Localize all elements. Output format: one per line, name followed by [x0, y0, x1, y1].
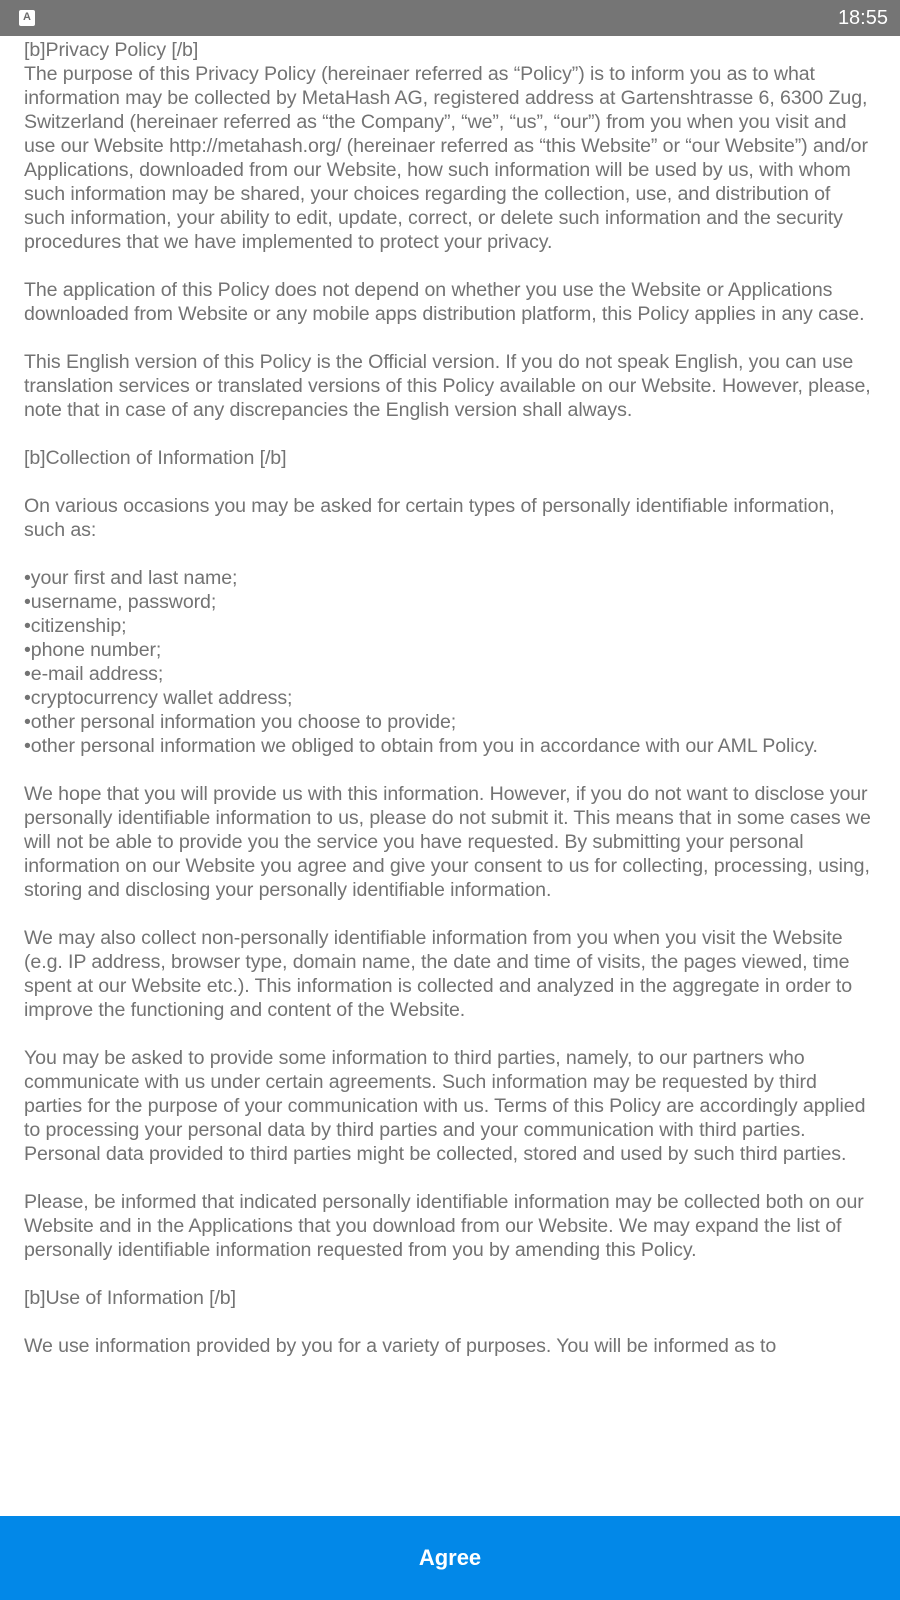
- list-item: • citizenship;: [24, 614, 876, 638]
- policy-third-parties-paragraph: You may be asked to provide some information to third parties, namely, to our partners who communicate with us under certain agreements. Such information may be requested by third parties for the purpose of your communication with us. Terms of this Policy are accordingly applied to processing your personal data by third parties and your communication with third parties. Personal data provided to third parties might be collected, stored and used by such third parties.: [24, 1047, 866, 1165]
- policy-title: [b]Privacy Policy [/b]: [24, 39, 199, 61]
- status-time: 18:55: [837, 7, 888, 29]
- list-item: • other personal information you choose to provide;: [24, 710, 876, 734]
- policy-official-version-paragraph: This English version of this Policy is the Official version. If you do not speak English, you can use translation services or translated versions of this Policy available on our Website. However, please, note that in case of any discrepancies the English version shall always.: [24, 351, 871, 421]
- app-notification-icon: A: [19, 10, 35, 26]
- agree-button[interactable]: Agree: [0, 1516, 900, 1600]
- status-bar: [0, 0, 900, 36]
- list-item: • username, password;: [24, 590, 876, 614]
- policy-intro-paragraph: The purpose of this Privacy Policy (hereinaer referred as “Policy”) is to inform you as to what information may be collected by MetaHash AG, registered address at Gartenshtrasse 6, 6300 Zug, Switzerland (hereinaer referred as “the Company”, “we”, “us”, “our”) from you when you visit and use our Website http://metahash.org/ (hereinaer referred as “this Website” or “our Website”) and/or Applications, downloaded from our Website, how such information will be used by us, with whom such information may be shared, your choices regarding the collection, use, and distribution of such information, your ability to edit, update, correct, or delete such information and the security procedures that we have implemented to protect your privacy.: [24, 63, 868, 253]
- policy-hope-paragraph: We hope that you will provide us with this information. However, if you do not want to disclose your personally identifiable information to us, please do not submit it. This means that in some cases we will not be able to provide you the service you have requested. By submitting your personal information on our Website you agree and give your consent to us for collecting, processing, using, storing and disclosing your personally identifiable information.: [24, 783, 871, 901]
- collection-heading: [b]Collection of Information [/b]: [24, 447, 287, 469]
- collection-intro: On various occasions you may be asked for certain types of personally identifiable information, such as:: [24, 495, 835, 541]
- policy-application-paragraph: The application of this Policy does not depend on whether you use the Website or Applications downloaded from Website or any mobile apps distribution platform, this Policy applies in any case.: [24, 279, 865, 325]
- list-item: • your first and last name;: [24, 566, 876, 590]
- policy-non-personal-paragraph: We may also collect non-personally identifiable information from you when you visit the Website (e.g. IP address, browser type, domain name, the date and time of visits, the pages viewed, time spent at our Website etc.). This information is collected and analyzed in the aggregate in order to improve the functioning and content of the Website.: [24, 927, 853, 1021]
- collection-list: [24, 566, 876, 758]
- use-heading: [b]Use of Information [/b]: [24, 1287, 236, 1309]
- list-item: • phone number;: [24, 638, 876, 662]
- list-item: • e-mail address;: [24, 662, 876, 686]
- policy-scroll-area[interactable]: [0, 36, 900, 1465]
- list-item: • cryptocurrency wallet address;: [24, 686, 876, 710]
- policy-informed-paragraph: Please, be informed that indicated personally identifiable information may be collected both on our Website and in the Applications that you download from our Website. We may expand the list of personally identifiable information requested from you by amending this Policy.: [24, 1191, 864, 1261]
- list-item: • other personal information we obliged to obtain from you in accordance with our AML Policy.: [24, 734, 876, 758]
- use-intro-paragraph: We use information provided by you for a variety of purposes. You will be informed as to: [24, 1335, 777, 1357]
- policy-text: [0, 36, 900, 1358]
